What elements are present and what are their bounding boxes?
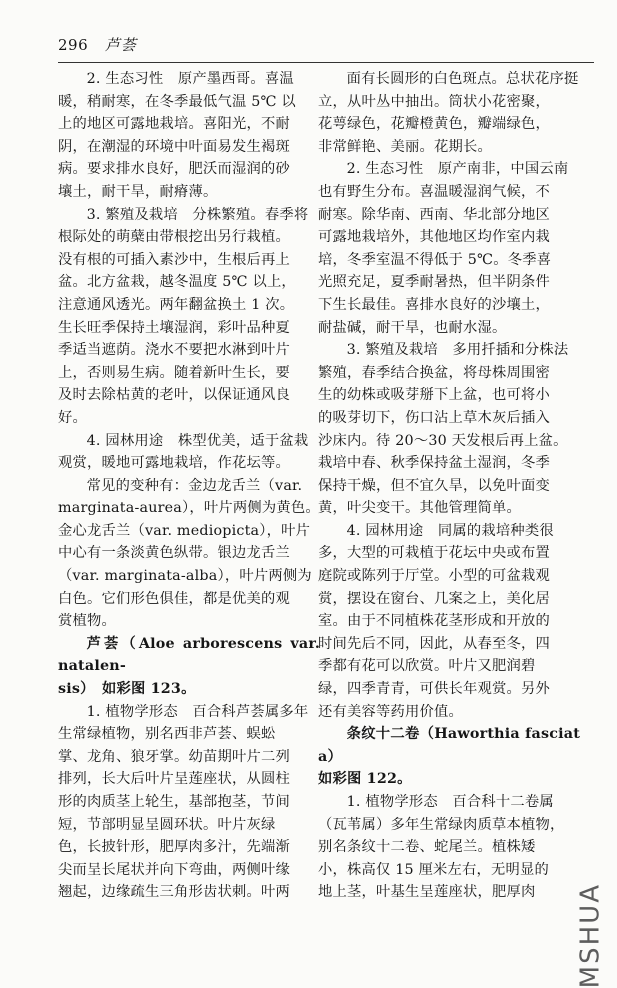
watermark: MSHUA <box>575 883 605 988</box>
page-header <box>58 34 137 55</box>
paragraph-aloe-morphology: 1. 植物学形态 百合科芦荟属多年 生常绿植物，别名西非芦荟、蜈蚣 掌、龙角、狼牙掌。幼苗期叶片二列 排列，长大后叶片呈莲座状，从圆柱 形的肉质茎上轮生，基部抱茎，节间 短，节部明显呈圆环状。叶片灰绿 色，长披针形，肥厚肉多汁，先端渐 尖而呈长尾状并向下弯曲，两侧叶缘 翘起，边缘疏生三角形齿状刺。叶两 <box>58 703 309 901</box>
running-section-title: 芦荟 <box>104 36 137 54</box>
right-column <box>318 68 580 904</box>
page-number: 296 <box>58 36 89 54</box>
paragraph-ecology: 2. 生态习性 原产墨西哥。喜温 暖，稍耐寒，在冬季最低气温 5℃ 以 上的地区可露地栽培。喜阳光，不耐 阴，在潮湿的环境中叶面易发生褐斑 病。要求排水良好，肥沃而湿润的砂 壤土，耐干旱，耐瘠薄。 <box>58 71 296 200</box>
paragraph-haworthia-morphology: 1. 植物学形态 百合科十二卷属 （瓦苇属）多年生常绿肉质草本植物， 别名条纹十二卷、蛇尾兰。植株矮 小，株高仅 15 厘米左右，无明显的 地上茎，叶基生呈莲座状，肥厚肉 <box>318 794 565 901</box>
paragraph-varieties: 常见的变种有：金边龙舌兰（var. marginata-aurea），叶片两侧为黄色。 金心龙舌兰（var. mediopicta），叶片 中心有一条淡黄色纵带。银边龙舌兰 （var. marginata-alba），叶片两侧为 白色。它们形色俱佳，都是优美的观 赏植物。 <box>58 477 320 630</box>
paragraph-landscape-use: 4. 园林用途 株型优美，适于盆栽 观赏，暖地可露地栽培，作花坛等。 <box>58 432 309 472</box>
left-column <box>58 68 320 904</box>
header-rule <box>58 62 594 63</box>
paragraph-propagation: 3. 繁殖及栽培 分株繁殖。春季将 根际处的萌蘖由带根挖出另行栽植。 没有根的可插入素沙中，生根后再上 盆。北方盆栽，越冬温度 5℃ 以上， 注意通风透光。两年翻盆换土 1 次。 生长旺季保持土壤湿润，彩叶品种夏 季适当遮荫。浇水不要把水淋到叶片 上，否则易生病。随着新叶生长，要 及时去除枯黄的老叶，以保证通风良 好。 <box>58 206 309 426</box>
entry-heading-aloe: 芦荟（Aloe arborescens var. natalen- sis） 如彩图 123。 <box>58 635 320 698</box>
paragraph-aloe-propagation: 3. 繁殖及栽培 多用扦插和分株法 繁殖，春季结合换盆，将母株周围密 生的幼株或吸芽掰下上盆，也可将小 的吸芽切下，伤口沾上草木灰后插入 沙床内。待 20～30 天发根后再上盆。 栽培中春、秋季保持盆土湿润，冬季 保持干燥，但不宜久旱，以免叶面变 黄，叶尖变干。其他管理简单。 <box>318 342 569 517</box>
paragraph-aloe-morphology-cont: 面有长圆形的白色斑点。总状花序挺 立，从叶丛中抽出。筒状小花密聚， 花萼绿色，花瓣橙黄色，瓣端绿色， 非常鲜艳、美丽。花期长。 <box>318 71 579 155</box>
paragraph-aloe-landscape-use: 4. 园林用途 同属的栽培种类很 多，大型的可栽植于花坛中央或布置 庭院或陈列于厅堂。小型的可盆栽观 赏，摆设在窗台、几案之上，美化居 室。由于不同植株花茎形成和开放的 时间先后不同，因此，从春至冬，四 季都有花可以欣赏。叶片又肥润碧 绿，四季青青，可供长年观赏。另外 还有美容等药用价值。 <box>318 522 554 720</box>
paragraph-aloe-ecology: 2. 生态习性 原产南非，中国云南 也有野生分布。喜温暖湿润气候，不 耐寒。除华南、西南、华北部分地区 可露地栽培外，其他地区均作室内栽 培，冬季室温不得低于 5℃。冬季喜 光照充足，夏季耐暑热，但半阴条件 下生长最佳。喜排水良好的沙壤土， 耐盐碱，耐干旱，也耐水湿。 <box>318 161 569 336</box>
entry-heading-haworthia: 条纹十二卷（Haworthia fasciata） 如彩图 122。 <box>318 726 580 788</box>
